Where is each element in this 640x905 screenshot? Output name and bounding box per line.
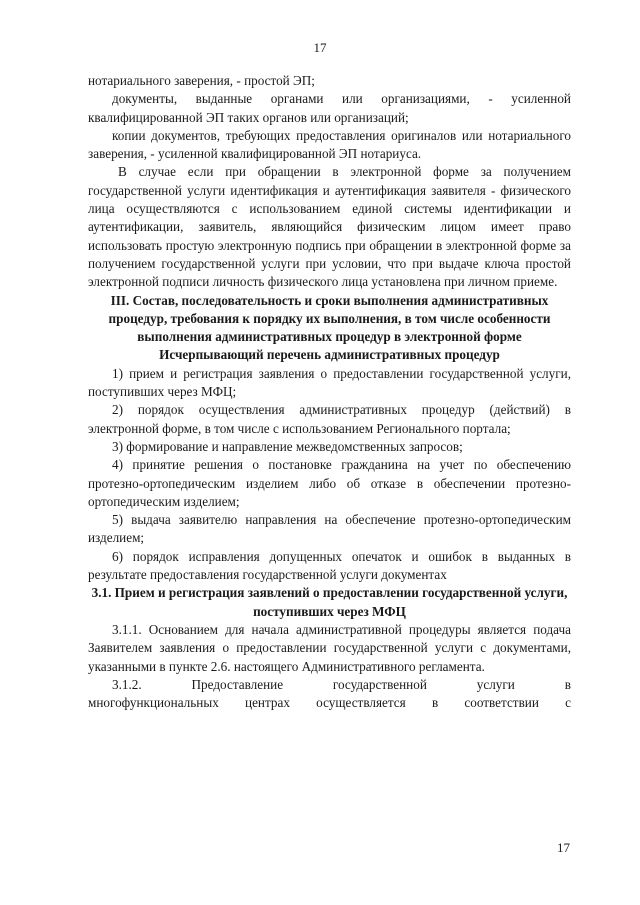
word: Предоставление	[191, 676, 284, 692]
paragraph-line	[88, 694, 571, 712]
word: соответствии	[464, 695, 539, 711]
word: государственной	[332, 676, 427, 692]
paragraph: документы, выданные органами или организациями, - усиленной квалифицированной ЭП таких органов или организаций;	[88, 91, 571, 125]
list-item: 5) выдача заявителю направления на обеспечение протезно-ортопедическим изделием;	[88, 512, 571, 546]
paragraph: нотариального заверения, - простой ЭП;	[88, 73, 315, 88]
subheading: Исчерпывающий перечень административных процедур	[159, 347, 500, 363]
word: осуществляется	[316, 695, 406, 711]
word: в	[431, 695, 439, 711]
section-heading: III. Состав, последовательность и сроки выполнения административных процедур, требования к порядку их выполнения, в том числе особенности выполнения административных процедур в электронной форме	[108, 292, 551, 345]
word: многофункциональных	[88, 695, 219, 711]
page-number-bottom: 17	[557, 840, 570, 855]
word: в	[564, 676, 571, 692]
list-item: 6) порядок исправления допущенных опечаток и ошибок в выданных в результате предоставления государственной услуги документах	[88, 548, 571, 583]
document-body	[88, 72, 571, 712]
paragraph: В случае если при обращении в электронной форме за получением государственной услуги идентификация и аутентификация заявителя - физического лица осуществляются с использованием единой системы идентификации и аутентификации, заявитель, являющийся физическим лицом имеет право использовать простую электронную подпись при обращении в электронной форме за получением государственной услуги при условии, что при выдаче ключа простой электронной подписи личность физического лица установлена при личном приеме.	[88, 164, 571, 290]
word: с	[565, 695, 571, 711]
word: центрах	[245, 695, 290, 711]
page-number-top: 17	[313, 40, 327, 55]
paragraph-line	[88, 676, 571, 694]
word: 3.1.2.	[112, 676, 142, 692]
paragraph: копии документов, требующих предоставления оригиналов или нотариального заверения, - усиленной квалифицированной ЭП нотариуса.	[88, 127, 571, 162]
list-item: 3) формирование и направление межведомственных запросов;	[112, 438, 463, 454]
word: услуги	[476, 676, 515, 692]
list-item: 2) порядок осуществления административных процедур (действий) в электронной форме, в том числе с использованием Регионального портала;	[88, 402, 571, 436]
paragraph: 3.1.1. Основанием для начала административной процедуры является подача Заявителем заявления о предоставлении государственной услуги с документами, указанными в пункте 2.6. настоящего Административного регламента.	[88, 621, 571, 674]
list-item: 4) принятие решения о постановке гражданина на учет по обеспечению протезно-ортопедическим изделием либо об отказе в обеспечении протезно-ортопедическим изделием;	[88, 457, 571, 509]
list-item: 1) прием и регистрация заявления о предоставлении государственной услуги, поступивших через МФЦ;	[88, 365, 571, 400]
subsection-heading: 3.1. Прием и регистрация заявлений о предоставлении государственной услуги, поступивших через МФЦ	[91, 585, 568, 619]
